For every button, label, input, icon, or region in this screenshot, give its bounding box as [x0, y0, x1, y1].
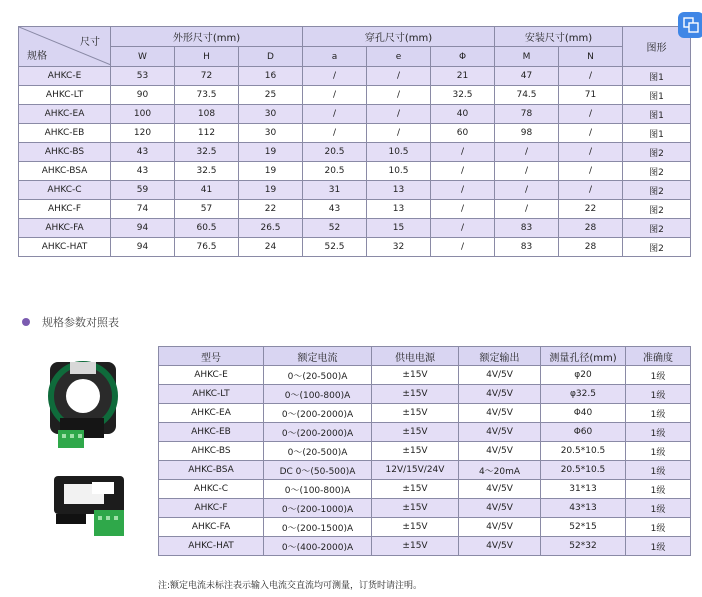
- subheader-cell: a: [303, 47, 367, 67]
- value-cell: 图1: [623, 67, 691, 86]
- value-cell: 28: [559, 219, 623, 238]
- spec-cell: 4V/5V: [459, 404, 541, 423]
- spec-cell: 1级: [626, 499, 691, 518]
- spec-cell: 4V/5V: [459, 518, 541, 537]
- spec-cell: 1级: [626, 537, 691, 556]
- model-cell: AHKC-C: [19, 181, 111, 200]
- spec-cell: 1级: [626, 480, 691, 499]
- model-cell: AHKC-EA: [159, 404, 264, 423]
- spec-cell: 4V/5V: [459, 385, 541, 404]
- value-cell: 图2: [623, 181, 691, 200]
- value-cell: 图1: [623, 124, 691, 143]
- model-cell: AHKC-LT: [19, 86, 111, 105]
- value-cell: 图2: [623, 143, 691, 162]
- value-cell: /: [367, 105, 431, 124]
- value-cell: 31: [303, 181, 367, 200]
- value-cell: /: [303, 86, 367, 105]
- model-cell: AHKC-EB: [159, 423, 264, 442]
- table-row: [19, 86, 691, 105]
- value-cell: /: [303, 124, 367, 143]
- value-cell: /: [495, 162, 559, 181]
- value-cell: 94: [111, 219, 175, 238]
- value-cell: 78: [495, 105, 559, 124]
- value-cell: 13: [367, 200, 431, 219]
- spec-cell: Φ40: [541, 404, 626, 423]
- value-cell: 13: [367, 181, 431, 200]
- value-cell: 22: [559, 200, 623, 219]
- table-row: [19, 143, 691, 162]
- corner-bottom-label: 规格: [27, 51, 47, 62]
- spec-header-cell: 测量孔径(mm): [541, 347, 626, 366]
- spec-header-cell: 供电电源: [372, 347, 459, 366]
- spec-header-cell: 额定输出: [459, 347, 541, 366]
- spec-cell: 4V/5V: [459, 480, 541, 499]
- spec-cell: 20.5*10.5: [541, 461, 626, 480]
- spec-header-cell: 型号: [159, 347, 264, 366]
- value-cell: /: [431, 200, 495, 219]
- value-cell: 83: [495, 219, 559, 238]
- spec-cell: 0～(400-2000)A: [264, 537, 372, 556]
- spec-cell: 0～(20-500)A: [264, 442, 372, 461]
- model-cell: AHKC-E: [159, 366, 264, 385]
- spec-cell: 0～(200-1500)A: [264, 518, 372, 537]
- model-cell: AHKC-F: [159, 499, 264, 518]
- value-cell: 15: [367, 219, 431, 238]
- value-cell: 20.5: [303, 143, 367, 162]
- spec-cell: ±15V: [372, 423, 459, 442]
- subheader-cell: W: [111, 47, 175, 67]
- model-cell: AHKC-HAT: [19, 238, 111, 257]
- spec-cell: 1级: [626, 442, 691, 461]
- value-cell: 52: [303, 219, 367, 238]
- value-cell: 47: [495, 67, 559, 86]
- value-cell: 53: [111, 67, 175, 86]
- value-cell: /: [495, 200, 559, 219]
- value-cell: 74.5: [495, 86, 559, 105]
- value-cell: 40: [431, 105, 495, 124]
- value-cell: /: [559, 124, 623, 143]
- value-cell: 19: [239, 162, 303, 181]
- spec-cell: DC 0～(50-500)A: [264, 461, 372, 480]
- spec-cell: Φ60: [541, 423, 626, 442]
- value-cell: 图2: [623, 238, 691, 257]
- table-row: [19, 105, 691, 124]
- value-cell: 24: [239, 238, 303, 257]
- value-cell: 60.5: [175, 219, 239, 238]
- value-cell: 21: [431, 67, 495, 86]
- value-cell: /: [367, 124, 431, 143]
- spec-cell: 4V/5V: [459, 366, 541, 385]
- value-cell: 19: [239, 181, 303, 200]
- value-cell: 32.5: [175, 143, 239, 162]
- table-row: [159, 518, 691, 537]
- corner-header-cell: [19, 27, 111, 67]
- value-cell: 108: [175, 105, 239, 124]
- spec-cell: ±15V: [372, 385, 459, 404]
- value-cell: 74: [111, 200, 175, 219]
- section-title: 规格参数对照表: [42, 316, 119, 329]
- model-cell: AHKC-LT: [159, 385, 264, 404]
- subheader-cell: M: [495, 47, 559, 67]
- value-cell: /: [495, 143, 559, 162]
- subheader-cell: H: [175, 47, 239, 67]
- subheader-cell: e: [367, 47, 431, 67]
- spec-cell: ±15V: [372, 404, 459, 423]
- table-row: [19, 162, 691, 181]
- table-row: [159, 537, 691, 556]
- value-cell: 98: [495, 124, 559, 143]
- value-cell: 76.5: [175, 238, 239, 257]
- model-cell: AHKC-FA: [19, 219, 111, 238]
- value-cell: 30: [239, 105, 303, 124]
- value-cell: 73.5: [175, 86, 239, 105]
- value-cell: 10.5: [367, 162, 431, 181]
- value-cell: 59: [111, 181, 175, 200]
- model-cell: AHKC-E: [19, 67, 111, 86]
- table-row: [159, 480, 691, 499]
- group-header-hole: 穿孔尺寸(mm): [303, 27, 495, 47]
- sensor-image-rect: [48, 470, 134, 550]
- spec-cell: 1级: [626, 385, 691, 404]
- spec-cell: 52*15: [541, 518, 626, 537]
- model-cell: AHKC-BSA: [159, 461, 264, 480]
- spec-cell: 20.5*10.5: [541, 442, 626, 461]
- value-cell: 120: [111, 124, 175, 143]
- section-heading: [22, 314, 119, 330]
- value-cell: 100: [111, 105, 175, 124]
- side-tool-button[interactable]: [678, 12, 702, 38]
- spec-cell: 43*13: [541, 499, 626, 518]
- value-cell: /: [431, 219, 495, 238]
- value-cell: 94: [111, 238, 175, 257]
- value-cell: /: [431, 238, 495, 257]
- table-row: [159, 461, 691, 480]
- value-cell: 25: [239, 86, 303, 105]
- model-cell: AHKC-BS: [19, 143, 111, 162]
- value-cell: 图2: [623, 200, 691, 219]
- value-cell: 28: [559, 238, 623, 257]
- model-cell: AHKC-BSA: [19, 162, 111, 181]
- spec-table: [158, 346, 691, 556]
- value-cell: 60: [431, 124, 495, 143]
- spec-cell: ±15V: [372, 518, 459, 537]
- spec-cell: 0～(200-2000)A: [264, 423, 372, 442]
- subheader-cell: D: [239, 47, 303, 67]
- value-cell: 19: [239, 143, 303, 162]
- value-cell: /: [559, 67, 623, 86]
- value-cell: 30: [239, 124, 303, 143]
- table-row: [19, 219, 691, 238]
- subheader-cell: Φ: [431, 47, 495, 67]
- spec-cell: 1级: [626, 404, 691, 423]
- table-row: [159, 404, 691, 423]
- value-cell: 32: [367, 238, 431, 257]
- value-cell: 图2: [623, 219, 691, 238]
- spec-header-cell: 准确度: [626, 347, 691, 366]
- table-row: [159, 385, 691, 404]
- spec-cell: φ32.5: [541, 385, 626, 404]
- value-cell: /: [367, 86, 431, 105]
- value-cell: 43: [303, 200, 367, 219]
- value-cell: 32.5: [175, 162, 239, 181]
- spec-cell: φ20: [541, 366, 626, 385]
- spec-cell: 0～(20-500)A: [264, 366, 372, 385]
- value-cell: 26.5: [239, 219, 303, 238]
- value-cell: /: [431, 143, 495, 162]
- value-cell: /: [303, 105, 367, 124]
- model-cell: AHKC-EB: [19, 124, 111, 143]
- value-cell: 41: [175, 181, 239, 200]
- spec-cell: ±15V: [372, 366, 459, 385]
- value-cell: /: [559, 162, 623, 181]
- group-header-outer: 外形尺寸(mm): [111, 27, 303, 47]
- model-cell: AHKC-HAT: [159, 537, 264, 556]
- spec-header-row: [159, 347, 691, 366]
- value-cell: 72: [175, 67, 239, 86]
- spec-cell: 12V/15V/24V: [372, 461, 459, 480]
- spec-cell: 0～(100-800)A: [264, 385, 372, 404]
- model-cell: AHKC-C: [159, 480, 264, 499]
- spec-cell: 1级: [626, 366, 691, 385]
- subheader-cell: N: [559, 47, 623, 67]
- spec-cell: 4V/5V: [459, 499, 541, 518]
- value-cell: /: [559, 105, 623, 124]
- table-row: [19, 181, 691, 200]
- model-cell: AHKC-F: [19, 200, 111, 219]
- value-cell: 71: [559, 86, 623, 105]
- value-cell: 52.5: [303, 238, 367, 257]
- value-cell: /: [431, 181, 495, 200]
- value-cell: 20.5: [303, 162, 367, 181]
- dimensions-table: [18, 26, 691, 257]
- spec-cell: 52*32: [541, 537, 626, 556]
- value-cell: 112: [175, 124, 239, 143]
- spec-cell: 1级: [626, 518, 691, 537]
- spec-cell: 4V/5V: [459, 537, 541, 556]
- value-cell: 43: [111, 143, 175, 162]
- value-cell: /: [559, 181, 623, 200]
- spec-header-cell: 额定电流: [264, 347, 372, 366]
- table-row: [159, 499, 691, 518]
- spec-cell: ±15V: [372, 537, 459, 556]
- bullet-dot-icon: [22, 318, 30, 326]
- model-cell: AHKC-FA: [159, 518, 264, 537]
- footnote: 注:额定电流未标注表示输入电流交直流均可测量，订货时请注明。: [158, 581, 423, 591]
- spec-cell: 4V/5V: [459, 423, 541, 442]
- value-cell: 16: [239, 67, 303, 86]
- model-cell: AHKC-EA: [19, 105, 111, 124]
- sensor-image-round: [40, 356, 130, 456]
- value-cell: 83: [495, 238, 559, 257]
- value-cell: /: [367, 67, 431, 86]
- spec-cell: 31*13: [541, 480, 626, 499]
- table-row: [159, 442, 691, 461]
- figure-header: 图形: [623, 27, 691, 67]
- spec-cell: ±15V: [372, 480, 459, 499]
- spec-cell: 4V/5V: [459, 442, 541, 461]
- table-row: [19, 67, 691, 86]
- spec-cell: ±15V: [372, 442, 459, 461]
- spec-cell: 0～(200-1000)A: [264, 499, 372, 518]
- value-cell: 10.5: [367, 143, 431, 162]
- value-cell: 图1: [623, 105, 691, 124]
- value-cell: 57: [175, 200, 239, 219]
- table-row: [159, 366, 691, 385]
- value-cell: /: [431, 162, 495, 181]
- corner-top-label: 尺寸: [80, 37, 100, 48]
- value-cell: /: [303, 67, 367, 86]
- model-cell: AHKC-BS: [159, 442, 264, 461]
- table-row: [19, 238, 691, 257]
- value-cell: 图1: [623, 86, 691, 105]
- value-cell: 43: [111, 162, 175, 181]
- value-cell: 90: [111, 86, 175, 105]
- translate-icon: [678, 12, 702, 38]
- value-cell: 32.5: [431, 86, 495, 105]
- table-row: [19, 200, 691, 219]
- value-cell: 22: [239, 200, 303, 219]
- spec-cell: ±15V: [372, 499, 459, 518]
- spec-cell: 1级: [626, 461, 691, 480]
- table-row: [19, 124, 691, 143]
- spec-cell: 0～(200-2000)A: [264, 404, 372, 423]
- spec-cell: 4～20mA: [459, 461, 541, 480]
- value-cell: 图2: [623, 162, 691, 181]
- spec-cell: 0～(100-800)A: [264, 480, 372, 499]
- spec-cell: 1级: [626, 423, 691, 442]
- group-header-mount: 安装尺寸(mm): [495, 27, 623, 47]
- value-cell: /: [559, 143, 623, 162]
- table-row: [159, 423, 691, 442]
- value-cell: /: [495, 181, 559, 200]
